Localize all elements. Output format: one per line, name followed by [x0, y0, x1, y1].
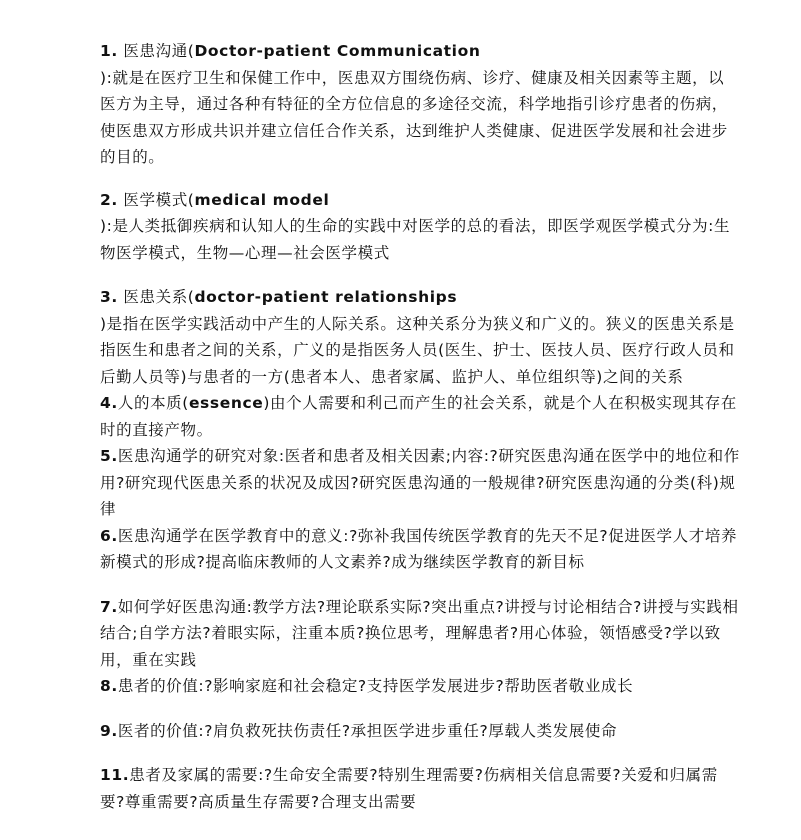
- entry-term: Doctor-patient Communication: [194, 42, 481, 60]
- entry-term: doctor-patient relationships: [194, 288, 458, 306]
- entry-number: 11.: [100, 766, 130, 784]
- entry-text: 医患沟通学的研究对象:医者和患者及相关因素;内容:?研究医患沟通在医学中的地位和作用?研究现代医患关系的状况及成因?研究医患沟通的一般规律?研究医患沟通的分类(科)规律: [100, 447, 740, 518]
- document-page: [100, 38, 740, 815]
- entry-number: 8.: [100, 677, 118, 695]
- entry-8: [100, 673, 740, 700]
- entry-7: [100, 594, 740, 674]
- entry-title: 医患关系(: [117, 288, 195, 306]
- entry-number: 2.: [100, 190, 118, 209]
- entry-term: essence: [188, 394, 264, 412]
- entry-number: 3.: [100, 288, 118, 306]
- entry-3: [100, 284, 740, 390]
- entry-5: [100, 443, 740, 523]
- entry-title: 医患沟通(: [117, 42, 195, 60]
- entry-title: 医学模式(: [117, 190, 195, 209]
- entry-text: 患者的价值:?影响家庭和社会稳定?支持医学发展进步?帮助医者敬业成长: [117, 677, 634, 695]
- entry-number: 1.: [100, 42, 118, 60]
- entry-term: medical model: [194, 190, 330, 209]
- entry-text: 患者及家属的需要:?生命安全需要?特别生理需要?伤病相关信息需要?关爱和归属需要?尊重需要?高质量生存需要?合理支出需要: [100, 766, 718, 811]
- entry-text: 医者的价值:?肩负救死扶伤责任?承担医学进步重任?厚载人类发展使命: [117, 721, 618, 740]
- entry-2: [100, 187, 740, 267]
- entry-number: 7.: [100, 597, 118, 616]
- entry-text: 医患沟通学在医学教育中的意义:?弥补我国传统医学教育的先天不足?促进医学人才培养新模式的形成?提高临床教师的人文素养?成为继续医学教育的新目标: [100, 526, 738, 571]
- entry-11: [100, 762, 740, 815]
- entry-number: 6.: [100, 526, 118, 545]
- entry-number: 5.: [100, 447, 118, 465]
- entry-text: )由个人需要和利己而产生的社会关系，就是个人在积极实现其存在时的直接产物。: [100, 394, 737, 439]
- entry-text: 如何学好医患沟通:教学方法?理论联系实际?突出重点?讲授与讨论相结合?讲授与实践相结合;自学方法?着眼实际，注重本质?换位思考，理解患者?用心体验，领悟感受?学以致用，重在实践: [100, 597, 739, 669]
- entry-text: )是指在医学实践活动中产生的人际关系。这种关系分为狭义和广义的。狭义的医患关系是指医生和患者之间的关系，广义的是指医务人员(医生、护士、医技人员、医疗行政人员和后勤人员等)与患者的一方(患者本人、患者家属、监护人、单位组织等)之间的关系: [100, 314, 735, 386]
- entry-1: [100, 38, 740, 171]
- entry-4: [100, 390, 740, 443]
- entry-number: 4.: [100, 394, 118, 412]
- entry-text: ):是人类抵御疾病和认知人的生命的实践中对医学的总的看法，即医学观医学模式分为:生物医学模式，生物—心理—社会医学模式: [100, 217, 731, 262]
- entry-1-heading: [100, 38, 740, 65]
- entry-6: [100, 523, 740, 576]
- entry-9: [100, 718, 740, 745]
- entry-text: ):就是在医疗卫生和保健工作中，医患双方围绕伤病、诊疗、健康及相关因素等主题，以医方为主导，通过各种有特征的全方位信息的多途径交流，科学地指引诊疗患者的伤病，使医患双方形成共识并建立信任合作关系，达到维护人类健康、促进医学发展和社会进步的目的。: [100, 68, 728, 166]
- entry-title: 人的本质(: [117, 394, 189, 412]
- entry-3-heading: [100, 284, 740, 311]
- entry-number: 9.: [100, 721, 118, 740]
- entry-2-heading: [100, 187, 740, 214]
